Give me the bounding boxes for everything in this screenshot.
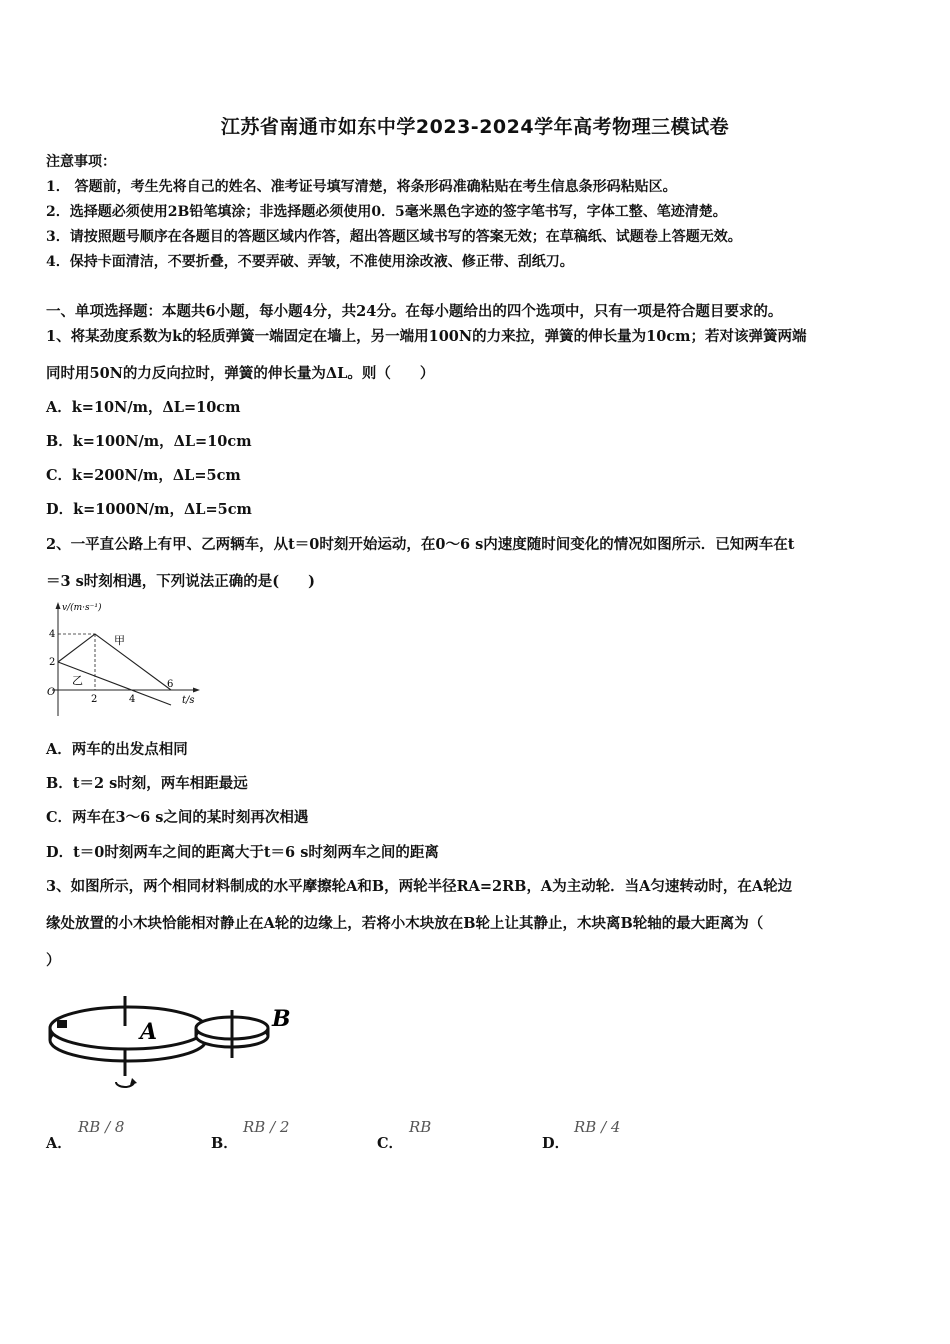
y-tick-4: 4	[49, 629, 56, 640]
wheel-b-label: B	[272, 1006, 291, 1032]
q1-option-b: B．k=100N/m，ΔL=10cm	[46, 433, 252, 450]
answer-label: C．	[377, 1135, 404, 1152]
notice-item: 2．选择题必须使用2B铅笔填涂；非选择题必须使用0．5毫米黑色字迹的签字笔书写，字体工整、笔迹清楚。	[46, 204, 727, 220]
small-wood-block	[57, 1020, 67, 1028]
notice-item: 3．请按照题号顺序在各题目的答题区域内作答，超出答题区域书写的答案无效；在草稿纸、试题卷上答题无效。	[46, 229, 742, 245]
notice-item: 4．保持卡面清洁，不要折叠，不要弄破、弄皱，不准使用涂改液、修正带、刮纸刀。	[46, 254, 574, 270]
answer-value: RB / 4	[574, 1118, 621, 1136]
answer-label: B．	[211, 1135, 238, 1152]
wheel-a-label: A	[140, 1019, 158, 1045]
q3-stem: ）	[46, 952, 61, 969]
q3-stem: 缘处放置的小木块恰能相对静止在A轮的边缘上，若将小木块放在B轮上让其静止，木块离B轮轴的最大距离为（	[46, 915, 764, 932]
q3-stem: 3、如图所示，两个相同材料制成的水平摩擦轮A和B，两轮半径RA=2RB，A为主动轮．当A匀速转动时，在A轮边	[46, 878, 793, 895]
notice-item: 1． 答题前，考生先将自己的姓名、准考证号填写清楚，将条形码准确粘贴在考生信息条形码粘贴区。	[46, 179, 677, 195]
x-tick-4: 4	[129, 694, 136, 705]
x-axis-label: t/s	[182, 695, 195, 706]
answer-label: D．	[542, 1135, 570, 1152]
q2-option-d: D．t＝0时刻两车之间的距离大于t＝6 s时刻两车之间的距离	[46, 844, 439, 861]
q2-option-a: A．两车的出发点相同	[46, 741, 188, 758]
q1-stem: 同时用50N的力反向拉时，弹簧的伸长量为ΔL。则（ ）	[46, 365, 435, 382]
section-heading: 一、单项选择题：本题共6小题，每小题4分，共24分。在每小题给出的四个选项中，只有一项是符合题目要求的。	[46, 303, 783, 320]
origin-label: O	[47, 687, 56, 698]
answer-label: A．	[46, 1135, 72, 1152]
x-axis-arrow	[193, 688, 200, 693]
y-axis-arrow	[56, 602, 61, 609]
q1-option-d: D．k=1000N/m，ΔL=5cm	[46, 501, 252, 518]
y-axis-label: v/(m·s⁻¹)	[62, 603, 102, 613]
page-title: 江苏省南通市如东中学2023-2024学年高考物理三模试卷	[220, 116, 730, 138]
y-tick-2: 2	[49, 657, 56, 668]
answer-value: RB	[409, 1118, 432, 1136]
curve-yi-label: 乙	[72, 674, 83, 687]
q2-stem: ＝3 s时刻相遇，下列说法正确的是( )	[46, 573, 316, 590]
x-tick-6: 6	[167, 679, 174, 690]
rotation-arrowhead	[130, 1078, 137, 1085]
notice-heading: 注意事项：	[46, 154, 116, 170]
q2-option-b: B．t＝2 s时刻，两车相距最远	[46, 775, 248, 792]
friction-wheels-figure	[44, 982, 304, 1097]
curve-jia-label: 甲	[114, 634, 125, 647]
answer-value: RB / 8	[78, 1118, 125, 1136]
x-tick-2: 2	[91, 694, 98, 705]
q3-answers	[0, 1118, 950, 1158]
wheel-a-top	[50, 1007, 206, 1049]
q1-option-a: A．k=10N/m，ΔL=10cm	[46, 399, 241, 416]
q2-stem: 2、一平直公路上有甲、乙两辆车，从t＝0时刻开始运动，在0～6 s内速度随时间变化的情况如图所示．已知两车在t	[46, 536, 795, 553]
answer-value: RB / 2	[243, 1118, 290, 1136]
q1-stem: 1、将某劲度系数为k的轻质弹簧一端固定在墙上，另一端用100N的力来拉，弹簧的伸长量为10cm；若对该弹簧两端	[46, 328, 807, 345]
q1-option-c: C．k=200N/m，ΔL=5cm	[46, 467, 241, 484]
q2-option-c: C．两车在3～6 s之间的某时刻再次相遇	[46, 809, 309, 826]
velocity-time-graph	[44, 598, 204, 723]
